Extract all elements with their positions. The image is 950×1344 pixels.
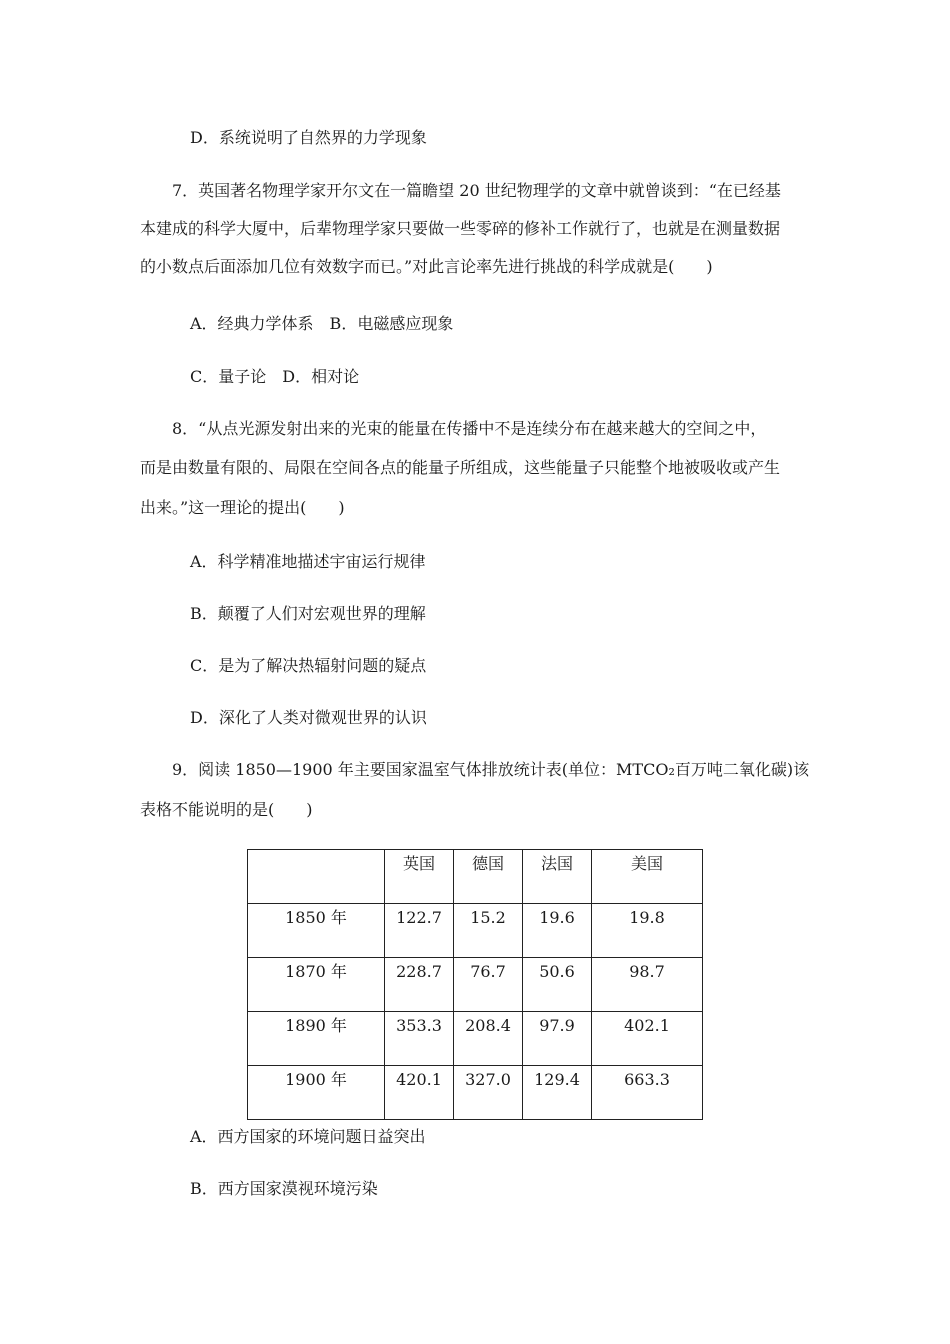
q8-option-d: D．深化了人类对微观世界的认识 [190, 708, 427, 727]
table-cell: 1900 年 [248, 1066, 385, 1120]
table-cell: 98.7 [592, 958, 703, 1012]
table-header-row [248, 850, 703, 904]
table-header-cell [248, 850, 385, 904]
table-header-cell: 英国 [385, 850, 454, 904]
q9-option-b: B．西方国家漠视环境污染 [190, 1179, 378, 1198]
table-cell: 50.6 [523, 958, 592, 1012]
q7-stem-line3: 的小数点后面添加几位有效数字而已。”对此言论率先进行挑战的科学成就是( ) [140, 257, 713, 276]
table-cell: 663.3 [592, 1066, 703, 1120]
table-header-cell: 德国 [454, 850, 523, 904]
q8-option-c: C．是为了解决热辐射问题的疑点 [190, 656, 427, 675]
q8-option-b: B．颠覆了人们对宏观世界的理解 [190, 604, 426, 623]
table-cell: 15.2 [454, 904, 523, 958]
q9-option-a: A．西方国家的环境问题日益突出 [190, 1127, 426, 1146]
table-header-cell: 美国 [592, 850, 703, 904]
table-cell: 76.7 [454, 958, 523, 1012]
q9-stem-line1: 9．阅读 1850—1900 年主要国家温室气体排放统计表(单位：MTCO₂百万吨二氧化碳)该 [172, 760, 810, 779]
table-cell: 122.7 [385, 904, 454, 958]
q8-option-a: A．科学精准地描述宇宙运行规律 [190, 552, 426, 571]
table-cell: 420.1 [385, 1066, 454, 1120]
q9-stem-line2: 表格不能说明的是( ) [140, 800, 313, 819]
table-header-cell: 法国 [523, 850, 592, 904]
table-cell: 97.9 [523, 1012, 592, 1066]
q7-options-cd: C．量子论 D．相对论 [190, 367, 360, 386]
table-cell: 327.0 [454, 1066, 523, 1120]
table-cell: 402.1 [592, 1012, 703, 1066]
q7-options-ab: A．经典力学体系 B．电磁感应现象 [190, 314, 454, 333]
q6-option-d: D．系统说明了自然界的力学现象 [190, 128, 427, 147]
table-cell: 1870 年 [248, 958, 385, 1012]
table-cell: 19.6 [523, 904, 592, 958]
q7-stem-line1: 7．英国著名物理学家开尔文在一篇瞻望 20 世纪物理学的文章中就曾谈到：“在已经基 [172, 181, 781, 200]
table-row [248, 1012, 703, 1066]
table-cell: 228.7 [385, 958, 454, 1012]
table-cell: 1890 年 [248, 1012, 385, 1066]
q7-stem-line2: 本建成的科学大厦中，后辈物理学家只要做一些零碎的修补工作就行了，也就是在测量数据 [140, 219, 781, 238]
emissions-table [247, 849, 703, 1120]
table-cell: 19.8 [592, 904, 703, 958]
table-cell: 353.3 [385, 1012, 454, 1066]
q8-stem-line3: 出来。”这一理论的提出( ) [140, 498, 345, 517]
table-row [248, 1066, 703, 1120]
table-cell: 1850 年 [248, 904, 385, 958]
table-row [248, 904, 703, 958]
table-cell: 129.4 [523, 1066, 592, 1120]
q8-stem-line1: 8．“从点光源发射出来的光束的能量在传播中不是连续分布在越来越大的空间之中， [172, 419, 767, 438]
table-cell: 208.4 [454, 1012, 523, 1066]
q8-stem-line2: 而是由数量有限的、局限在空间各点的能量子所组成，这些能量子只能整个地被吸收或产生 [140, 458, 781, 477]
table-row [248, 958, 703, 1012]
